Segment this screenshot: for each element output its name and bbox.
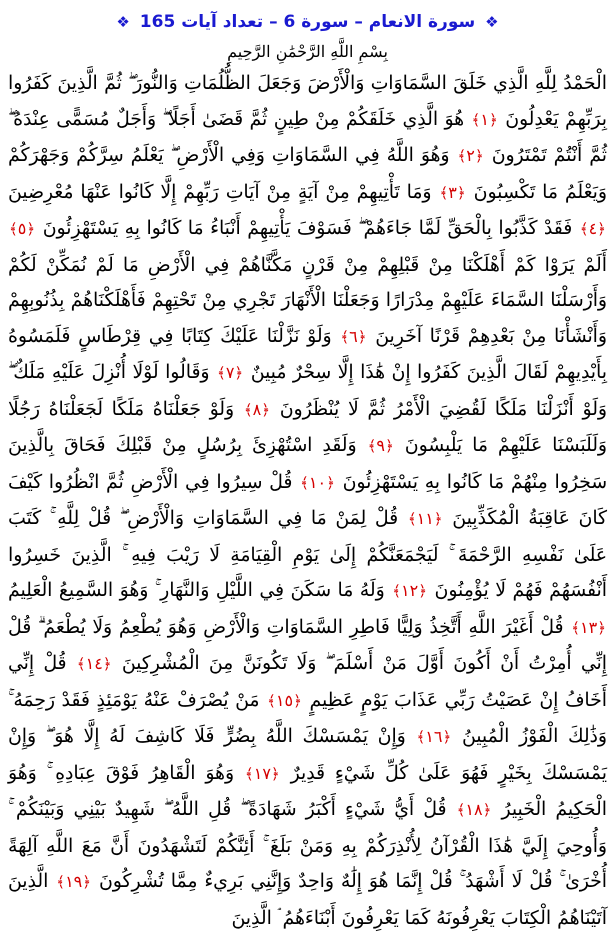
verse-text: قُلْ سِيرُوا فِي الْأَرْضِ ثُمَّ انْظُرُوا كَيْفَ كَانَ عَاقِبَةُ الْمُكَذِّبِينَ — [8, 471, 607, 529]
surah-header — [8, 8, 607, 36]
verse-number-marker: ﴿٣﴾ — [439, 182, 466, 202]
verse-number-marker: ﴿٨﴾ — [243, 399, 270, 419]
verse-text: قُلْ لِمَنْ مَا فِي السَّمَاوَاتِ وَالْأَرْضِ ۖ قُلْ لِلَّهِ ۚ كَتَبَ عَلَىٰ نَفْسِهِ الرَّحْمَةَ ۚ لَيَجْمَعَنَّكُمْ إِلَىٰ يَوْمِ الْقِيَامَةِ لَا رَيْبَ فِيهِ ۚ الَّذِينَ خَسِرُوا أَنْفُسَهُمْ فَهُمْ لَا يُؤْمِنُونَ — [8, 508, 608, 601]
verse-number: ١١ — [416, 509, 434, 528]
verse-number: ٣ — [448, 182, 457, 202]
verse-number: ١٧ — [253, 763, 271, 783]
verse-text: وَلَقَدِ اسْتُهْزِئَ بِرُسُلٍ مِنْ قَبْلِكَ فَحَاقَ بِالَّذِينَ سَخِرُوا مِنْهُمْ مَا كَانُوا بِهِ يَسْتَهْزِئُونَ — [8, 435, 607, 493]
verse-text: أَلَمْ يَرَوْا كَمْ أَهْلَكْنَا مِنْ قَبْلِهِمْ مِنْ قَرْنٍ مَكَّنَّاهُمْ فِي الْأَرْضِ مَا لَمْ نُمَكِّنْ لَكُمْ وَأَرْسَلْنَا السَّمَاءَ عَلَيْهِمْ مِدْرَارًا وَجَعَلْنَا الْأَنْهَارَ تَجْرِي مِنْ تَحْتِهِمْ فَأَهْلَكْنَاهُمْ بِذُنُوبِهِمْ وَأَنْشَأْنَا مِنْ بَعْدِهِمْ قَرْنًا آخَرِينَ — [8, 254, 607, 347]
verse-text: وَلَوْ جَعَلْنَاهُ مَلَكًا لَجَعَلْنَاهُ رَجُلًا وَلَلَبَسْنَا عَلَيْهِمْ مَا يَلْبِسُونَ — [8, 398, 607, 456]
verse-number-marker: ﴿٩﴾ — [367, 436, 394, 455]
verse-text: وَلَوْ نَزَّلْنَا عَلَيْكَ كِتَابًا فِي قِرْطَاسٍ فَلَمَسُوهُ بِأَيْدِيهِمْ لَقَالَ الَّذِينَ كَفَرُوا إِنْ هَٰذَا إِلَّا سِحْرٌ مُبِينٌ — [8, 325, 607, 383]
verse-text: وَلَهُ مَا سَكَنَ فِي اللَّيْلِ وَالنَّهَارِ ۚ وَهُوَ السَّمِيعُ الْعَلِيمُ — [8, 580, 385, 601]
verse-number-marker: ﴿١٨﴾ — [456, 800, 492, 819]
verse-number: ١٦ — [425, 727, 443, 746]
verse-text: قُلْ أَيُّ شَيْءٍ أَكْبَرُ شَهَادَةً ۖ قُلِ اللَّهُ ۖ شَهِيدٌ بَيْنِي وَبَيْنَكُمْ ۚ وَأُوحِيَ إِلَيَّ هَٰذَا الْقُرْآنُ لِأُنْذِرَكُمْ بِهِ وَمَنْ بَلَغَ ۚ أَئِنَّكُمْ لَتَشْهَدُونَ أَنَّ مَعَ اللَّهِ آلِهَةً أُخْرَىٰ ۚ قُلْ لَا أَشْهَدُ ۚ قُلْ إِنَّمَا هُوَ إِلَٰهٌ وَاحِدٌ وَإِنَّنِي بَرِيءٌ مِمَّا تُشْرِكُونَ — [8, 799, 607, 892]
verse-number: ٧ — [225, 363, 235, 382]
verse-text: قُلْ أَغَيْرَ اللَّهِ أَتَّخِذُ وَلِيًّا فَاطِرِ السَّمَاوَاتِ وَالْأَرْضِ وَهُوَ يُطْعِمُ وَلَا يُطْعَمُ ۗ قُلْ إِنِّي أُمِرْتُ أَنْ أَكُونَ أَوَّلَ مَنْ أَسْلَمَ ۖ وَلَا تَكُونَنَّ مِنَ الْمُشْرِكِينَ — [8, 616, 607, 674]
verse-text: وَهُوَ اللَّهُ فِي السَّمَاوَاتِ وَفِي الْأَرْضِ ۖ يَعْلَمُ سِرَّكُمْ وَجَهْرَكُمْ وَيَعْلَمُ مَا تَكْسِبُونَ — [8, 145, 607, 203]
verse-text: هُوَ الَّذِي خَلَقَكُمْ مِنْ طِينٍ ثُمَّ قَضَىٰ أَجَلًا ۖ وَأَجَلٌ مُسَمًّى عِنْدَهُ ۖ ثُمَّ أَنْتُمْ تَمْتَرُونَ — [8, 108, 607, 166]
verse-text: مَنْ يُصْرَفْ عَنْهُ يَوْمَئِذٍ فَقَدْ رَحِمَهُ ۚ وَذَٰلِكَ الْفَوْزُ الْمُبِينُ — [8, 689, 607, 747]
verse-text-block — [8, 66, 607, 936]
verse-number: ٦ — [349, 326, 358, 346]
verse-number: ١٠ — [308, 472, 327, 492]
verse-number: ١٣ — [580, 617, 598, 637]
basmala: بِسْمِ اللَّهِ الرَّحْمَٰنِ الرَّحِيمِ — [227, 42, 388, 61]
verse-number-marker: ﴿١﴾ — [471, 109, 498, 129]
verse-number-marker: ﴿١٧﴾ — [244, 763, 280, 783]
verse-text: وَهُوَ الْقَاهِرُ فَوْقَ عِبَادِهِ ۚ وَهُوَ الْحَكِيمُ الْخَبِيرُ — [8, 762, 607, 820]
verse-number-marker: ﴿٤﴾ — [579, 219, 606, 238]
verse-text: الَّذِينَ آتَيْنَاهُمُ الْكِتَابَ يَعْرِفُونَهُ كَمَا يَعْرِفُونَ أَبْنَاءَهُمُ ۘ الَّذِينَ — [8, 871, 607, 929]
verse-number-marker: ﴿١٢﴾ — [392, 581, 427, 600]
verse-number: ١٥ — [275, 690, 294, 710]
verse-text: قُلْ إِنِّي أَخَافُ إِنْ عَصَيْتُ رَبِّي عَذَابَ يَوْمٍ عَظِيمٍ — [8, 653, 607, 711]
ornament-left-icon: ❖ — [116, 13, 130, 31]
verse-number-marker: ﴿١١﴾ — [407, 509, 443, 528]
verse-number: ١٩ — [65, 872, 83, 891]
verse-number: ١٨ — [465, 800, 483, 819]
verse-text: فَقَدْ كَذَّبُوا بِالْحَقِّ لَمَّا جَاءَهُمْ ۖ فَسَوْفَ يَأْتِيهِمْ أَنْبَاءُ مَا كَانُوا بِهِ يَسْتَهْزِئُونَ — [42, 218, 573, 239]
verse-number: ٢ — [466, 146, 475, 165]
verse-number: ٤ — [588, 219, 598, 238]
verse-number: ٨ — [252, 399, 262, 419]
verse-number-marker: ﴿١٣﴾ — [571, 617, 606, 637]
verse-number: ١٤ — [85, 654, 103, 673]
verse-text: وَمَا تَأْتِيهِمْ مِنْ آيَةٍ مِنْ آيَاتِ رَبِّهِمْ إِلَّا كَانُوا عَنْهَا مُعْرِضِينَ — [8, 181, 432, 203]
verse-number-marker: ﴿٧﴾ — [217, 363, 244, 382]
verse-text: الْحَمْدُ لِلَّهِ الَّذِي خَلَقَ السَّمَاوَاتِ وَالْأَرْضَ وَجَعَلَ الظُّلُمَاتِ وَالنُّورَ ۖ ثُمَّ الَّذِينَ كَفَرُوا بِرَبِّهِمْ يَعْدِلُونَ — [8, 73, 607, 130]
verse-number-marker: ﴿٦﴾ — [340, 326, 367, 346]
verse-number-marker: ﴿١٦﴾ — [416, 727, 452, 746]
verse-text: وَإِنْ يَمْسَسْكَ اللَّهُ بِضُرٍّ فَلَا كَاشِفَ لَهُ إِلَّا هُوَ ۖ وَإِنْ يَمْسَسْكَ بِخَيْرٍ فَهُوَ عَلَىٰ كُلِّ شَيْءٍ قَدِيرٌ — [8, 726, 607, 784]
verse-number-marker: ﴿١٥﴾ — [267, 690, 302, 710]
ornament-right-icon: ❖ — [485, 13, 499, 31]
verse-number: ٥ — [17, 219, 27, 238]
verse-number-marker: ﴿٥﴾ — [9, 219, 36, 238]
verse-number-marker: ﴿١٤﴾ — [76, 654, 112, 673]
verse-number: ١٢ — [401, 581, 419, 600]
verse-text: وَقَالُوا لَوْلَا أُنْزِلَ عَلَيْهِ مَلَكٌ ۖ وَلَوْ أَنْزَلْنَا مَلَكًا لَقُضِيَ الْأَمْرُ ثُمَّ لَا يُنْظَرُونَ — [8, 362, 607, 420]
verse-number-marker: ﴿١٠﴾ — [300, 472, 335, 492]
verse-number: ٩ — [376, 436, 385, 455]
verse-number-marker: ﴿١٩﴾ — [56, 872, 92, 891]
surah-title: سورة الانعام – سورة 6 – تعداد آيات 165 — [139, 12, 476, 32]
verse-number: ١ — [480, 109, 489, 129]
verse-number-marker: ﴿٢﴾ — [457, 146, 484, 165]
